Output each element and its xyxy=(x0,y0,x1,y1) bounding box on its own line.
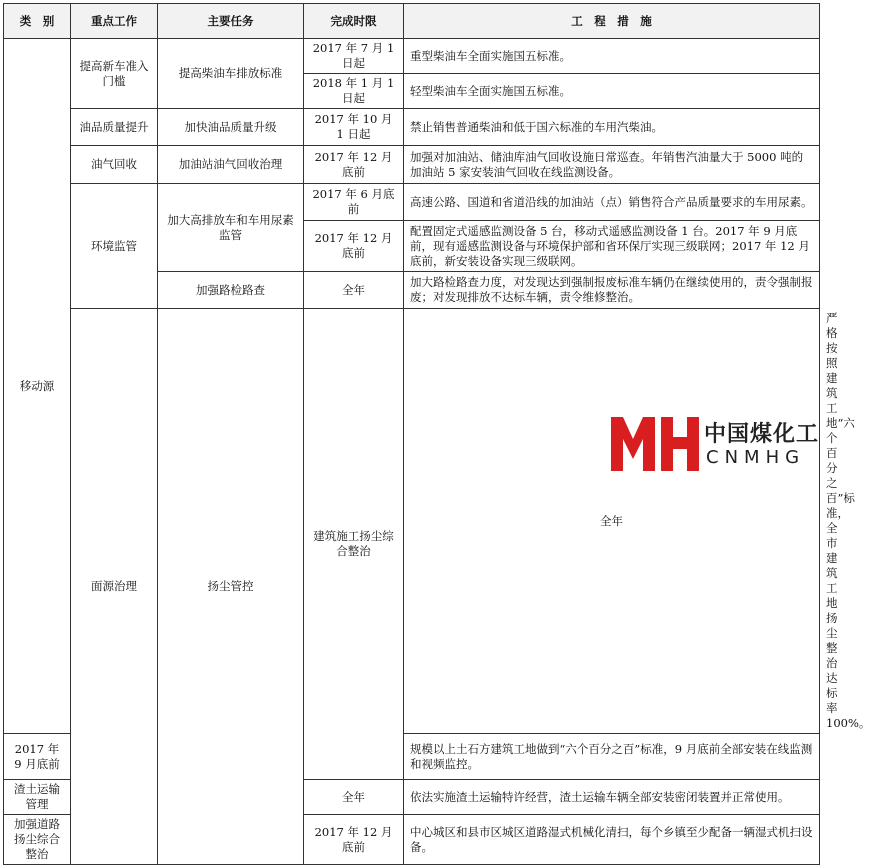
measure-cell: 规模以上土石方建筑工地做到“六个百分之百”标准，9 月底前全部安装在线监测和视频监控。 xyxy=(404,734,820,780)
header-deadline: 完成时限 xyxy=(304,4,404,39)
deadline-cell: 2017 年 12 月底前 xyxy=(304,221,404,272)
header-key-work: 重点工作 xyxy=(71,4,158,39)
key-work-cell: 环境监管 xyxy=(71,184,158,309)
key-work-cell: 扬尘管控 xyxy=(158,309,304,865)
key-work-cell: 提高新车准入门槛 xyxy=(71,39,158,109)
deadline-cell: 全年 xyxy=(404,309,820,734)
deadline-cell: 2017 年 12 月底前 xyxy=(304,815,404,865)
measure-cell: 重型柴油车全面实施国五标准。 xyxy=(404,39,820,74)
watermark-logo-icon xyxy=(609,413,701,475)
watermark xyxy=(609,411,819,477)
measure-cell: 加大路检路查力度，对发现达到强制报废标准车辆仍在继续使用的，责令强制报废；对发现排放不达标车辆，责令维修整治。 xyxy=(404,272,820,309)
task-cell: 加大高排放车和车用尿素监管 xyxy=(158,184,304,272)
measure-cell: 加强对加油站、储油库油气回收设施日常巡查。年销售汽油量大于 5000 吨的加油站 5 家安装油气回收在线监测设备。 xyxy=(404,146,820,184)
task-cell: 提高柴油车排放标准 xyxy=(158,39,304,109)
table-row xyxy=(4,109,820,146)
deadline-cell: 全年 xyxy=(304,780,404,815)
task-cell: 加油站油气回收治理 xyxy=(158,146,304,184)
task-cell: 渣土运输管理 xyxy=(4,780,71,815)
measure-cell: 配置固定式遥感监测设备 5 台，移动式遥感监测设备 1 台。2017 年 9 月底前，现有遥感监测设备与环境保护部和省环保厅实现三级联网；2017 年 12 月底前，新安装设备实现三级联网。 xyxy=(404,221,820,272)
header-row xyxy=(4,4,820,39)
measure-cell: 中心城区和县市区城区道路湿式机械化清扫，每个乡镇至少配备一辆湿式机扫设备。 xyxy=(404,815,820,865)
task-cell: 加强路检路查 xyxy=(158,272,304,309)
task-cell: 加强道路扬尘综合整治 xyxy=(4,815,71,865)
category-cell: 面源治理 xyxy=(71,309,158,865)
measure-cell: 轻型柴油车全面实施国五标准。 xyxy=(404,74,820,109)
task-cell: 加快油品质量升级 xyxy=(158,109,304,146)
measure-cell: 依法实施渣土运输特许经营，渣土运输车辆全部安装密闭装置并正常使用。 xyxy=(404,780,820,815)
key-work-cell: 油品质量提升 xyxy=(71,109,158,146)
key-work-cell: 油气回收 xyxy=(71,146,158,184)
measure-cell: 高速公路、国道和省道沿线的加油站（点）销售符合产品质量要求的车用尿素。 xyxy=(404,184,820,221)
watermark-cn-text: 中国煤化工 xyxy=(704,422,820,447)
table-row: 面源治理 扬尘管控 建筑施工扬尘综合整治 全年 严格按照建筑工地“六个百分之百”标准，全市建筑工地扬尘整治达标率 100%。 xyxy=(4,309,820,734)
table-row xyxy=(4,184,820,221)
deadline-cell: 2017 年 9 月底前 xyxy=(4,734,71,780)
measure-cell: 禁止销售普通柴油和低于国六标准的车用汽柴油。 xyxy=(404,109,820,146)
header-measures: 工 程 措 施 xyxy=(404,4,820,39)
table-row xyxy=(4,39,820,74)
deadline-cell: 全年 xyxy=(304,272,404,309)
watermark-en-text: CNMHG xyxy=(706,447,806,468)
task-cell: 建筑施工扬尘综合整治 xyxy=(304,309,404,780)
header-category: 类 别 xyxy=(4,4,71,39)
deadline-cell: 2017 年 7 月 1 日起 xyxy=(304,39,404,74)
deadline-cell: 2018 年 1 月 1 日起 xyxy=(304,74,404,109)
deadline-cell: 2017 年 6 月底前 xyxy=(304,184,404,221)
deadline-cell: 2017 年 10 月 1 日起 xyxy=(304,109,404,146)
category-cell: 移动源 xyxy=(4,39,71,734)
header-main-task: 主要任务 xyxy=(158,4,304,39)
table-row xyxy=(4,146,820,184)
deadline-cell: 2017 年 12 月底前 xyxy=(304,146,404,184)
